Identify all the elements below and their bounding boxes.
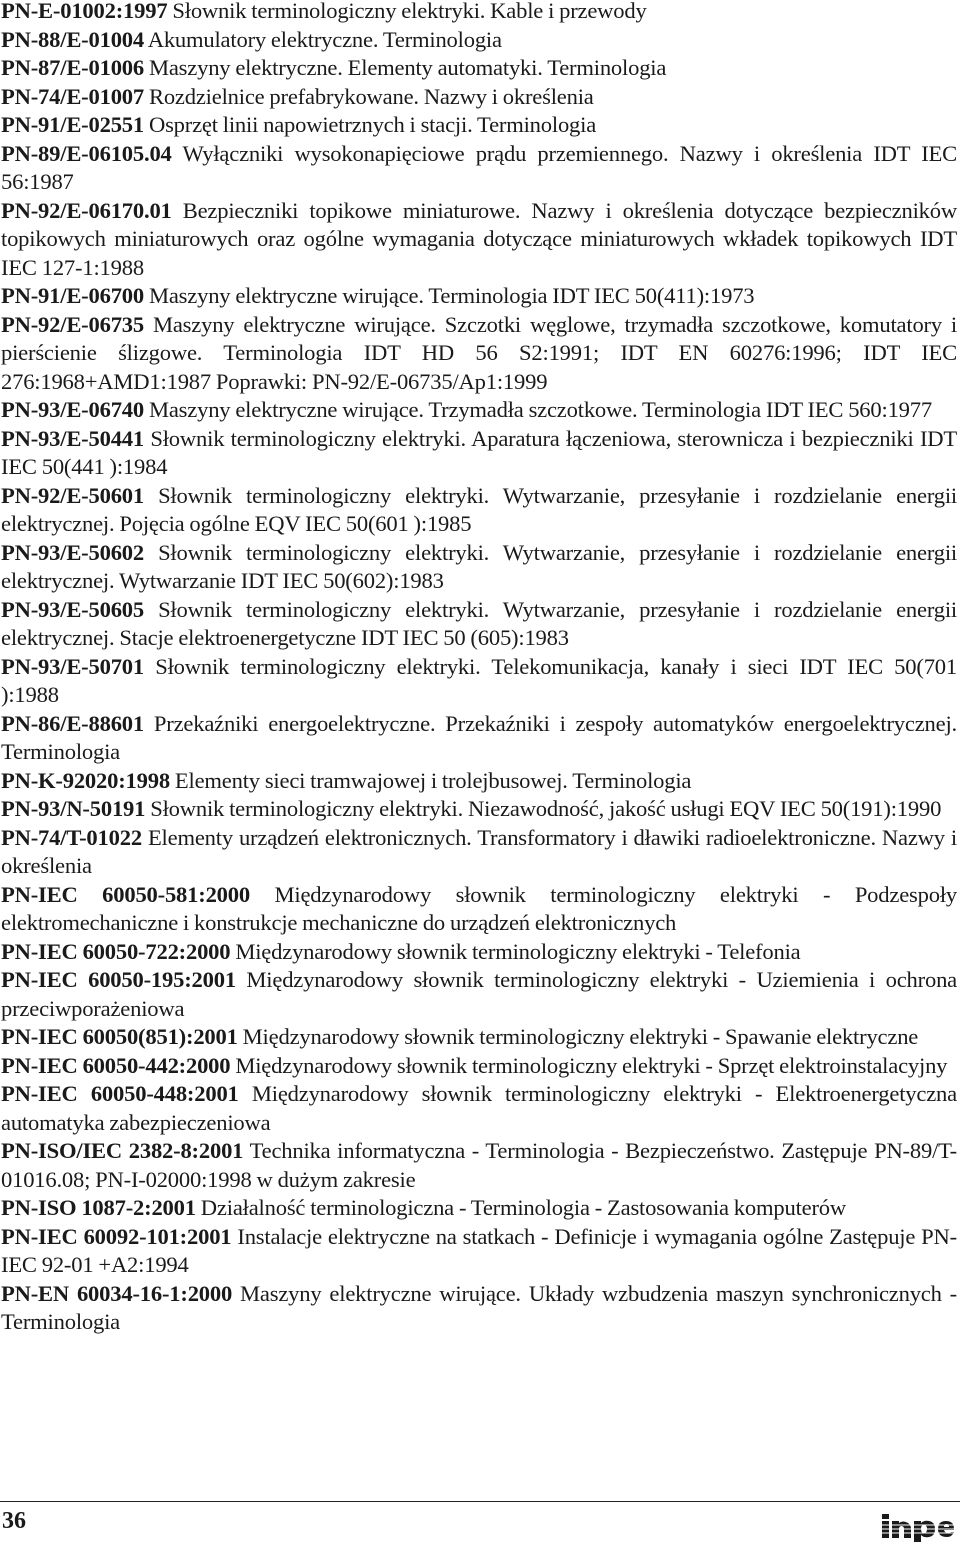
standard-title: Słownik terminologiczny elektryki. Wytwarzanie, przesyłanie i rozdzielanie energii elektrycznej. Wytwarzanie IDT IEC 50(602):1983	[1, 539, 957, 593]
standard-code: PN-IEC 60050(851):2001	[1, 1024, 238, 1049]
standard-code: PN-93/N-50191	[1, 796, 146, 821]
standard-code: PN-IEC 60050-442:2000	[1, 1052, 231, 1078]
standard-entry	[1, 1137, 957, 1194]
standard-code: PN-87/E-01006	[1, 55, 144, 80]
standard-title: Maszyny elektryczne wirujące. Układy wzbudzenia maszyn synchronicznych - Terminologia	[1, 1280, 957, 1334]
standard-code: PN-IEC 60050-448:2001	[1, 1081, 239, 1106]
standard-code: PN-ISO/IEC 2382-8:2001	[1, 1138, 244, 1163]
standard-entry	[1, 282, 957, 311]
standard-entry	[1, 111, 957, 140]
standard-code: PN-IEC 60050-195:2001	[1, 967, 236, 992]
logo-text: inpe	[880, 1510, 882, 1511]
standard-entry	[1, 1223, 957, 1280]
standard-entry	[1, 1052, 957, 1081]
standard-title: Słownik terminologiczny elektryki. Niezawodność, jakość usługi EQV IEC 50(191):1990	[150, 796, 942, 821]
standard-code: PN-E-01002:1997	[1, 0, 168, 23]
standard-code: PN-74/E-01007	[1, 83, 144, 109]
standard-title: Działalność terminologiczna - Terminologia - Zastosowania komputerów	[200, 1195, 847, 1220]
standard-code: PN-88/E-01004	[1, 26, 144, 52]
standard-title: Słownik terminologiczny elektryki. Aparatura łączeniowa, sterownicza i bezpieczniki IDT IEC 50(441 ):1984	[1, 425, 957, 479]
standard-title: Maszyny elektryczne wirujące. Szczotki węglowe, trzymadła szczotkowe, komutatory i pierścienie ślizgowe. Terminologia IDT HD 56 S2:1991; IDT EN 60276:1996; IDT IEC 276:1968+AMD1:1987 Poprawki: PN-92/E-06735/Ap1:1999	[1, 311, 957, 394]
standard-code: PN-ISO 1087-2:2001	[1, 1195, 196, 1220]
standard-entry	[1, 710, 957, 767]
standard-entry	[1, 881, 957, 938]
standard-title: Przekaźniki energoelektryczne. Przekaźniki i zespoły automatyków energoelektrycznej. Terminologia	[1, 710, 957, 764]
standard-title: Technika informatyczna - Terminologia - Bezpieczeństwo. Zastępuje PN-89/T-01016.08; PN-I-02000:1998 w dużym zakresie	[1, 1138, 958, 1192]
standard-title: Elementy urządzeń elektronicznych. Transformatory i dławiki radioelektroniczne. Nazwy i określenia	[1, 824, 957, 878]
standard-title: Wyłączniki wysokonapięciowe prądu przemiennego. Nazwy i określenia IDT IEC 56:1987	[1, 140, 957, 194]
standard-code: PN-IEC 60050-722:2000	[1, 938, 231, 964]
standard-code: PN-92/E-06735	[1, 311, 144, 337]
standard-title: Rozdzielnice prefabrykowane. Nazwy i określenia	[148, 83, 594, 109]
standard-title: Osprzęt linii napowietrznych i stacji. Terminologia	[148, 112, 597, 137]
standard-code: PN-74/T-01022	[1, 824, 142, 850]
standard-title: Maszyny elektryczne wirujące. Trzymadła szczotkowe. Terminologia IDT IEC 560:1977	[148, 397, 932, 422]
standard-code: PN-93/E-50441	[1, 425, 144, 451]
standard-entry	[1, 311, 957, 397]
standard-entry	[1, 938, 957, 967]
standard-title: Słownik terminologiczny elektryki. Kable i przewody	[172, 0, 647, 23]
standard-code: PN-92/E-50601	[1, 482, 144, 508]
standard-code: PN-92/E-06170.01	[1, 197, 172, 223]
standard-code: PN-93/E-50605	[1, 596, 144, 622]
standard-entry	[1, 140, 957, 197]
standard-code: PN-EN 60034-16-1:2000	[1, 1280, 233, 1306]
standard-entry	[1, 1023, 957, 1052]
standard-title: Bezpieczniki topikowe miniaturowe. Nazwy i określenia dotyczące bezpieczników topikowych miniaturowych oraz ogólne wymagania dotyczące miniaturowych wkładek topikowych IDT IEC 127-1:1988	[1, 197, 957, 280]
standard-title: Międzynarodowy słownik terminologiczny elektryki - Sprzęt elektroinstalacyjny	[235, 1052, 948, 1078]
standard-title: Instalacje elektryczne na statkach - Definicje i wymagania ogólne Zastępuje PN-IEC 92-01 +A2:1994	[1, 1223, 957, 1277]
standard-title: Międzynarodowy słownik terminologiczny elektryki - Uziemienia i ochrona przeciwporażeniowa	[1, 967, 957, 1021]
standard-entry	[1, 482, 957, 539]
standard-title: Słownik terminologiczny elektryki. Wytwarzanie, przesyłanie i rozdzielanie energii elektrycznej. Pojęcia ogólne EQV IEC 50(601 ):1985	[1, 482, 957, 536]
footer-divider	[0, 1501, 960, 1502]
standard-entry	[1, 966, 957, 1023]
inpe-logo	[880, 1510, 956, 1542]
standard-entry	[1, 26, 957, 55]
standard-code: PN-93/E-50701	[1, 653, 144, 679]
standard-code: PN-93/E-06740	[1, 397, 144, 422]
standard-entry	[1, 396, 957, 425]
standards-list	[1, 0, 957, 1337]
standard-entry	[1, 54, 957, 83]
standard-title: Maszyny elektryczne. Elementy automatyki. Terminologia	[148, 55, 667, 80]
standard-entry	[1, 653, 957, 710]
standard-entry	[1, 1080, 957, 1137]
standard-title: Międzynarodowy słownik terminologiczny elektryki - Spawanie elektryczne	[242, 1024, 919, 1049]
standard-title: Akumulatory elektryczne. Terminologia	[147, 26, 502, 52]
standard-code: PN-IEC 60050-581:2000	[1, 881, 250, 907]
standard-code: PN-IEC 60092-101:2001	[1, 1223, 232, 1249]
standard-entry	[1, 767, 957, 796]
standard-title: Międzynarodowy słownik terminologiczny elektryki - Telefonia	[235, 938, 801, 964]
standard-title: Słownik terminologiczny elektryki. Wytwarzanie, przesyłanie i rozdzielanie energii elektrycznej. Stacje elektroenergetyczne IDT IEC 50 (605):1983	[1, 596, 957, 650]
standard-code: PN-93/E-50602	[1, 539, 144, 565]
standard-entry	[1, 596, 957, 653]
standard-entry	[1, 824, 957, 881]
standard-entry	[1, 539, 957, 596]
standard-title: Międzynarodowy słownik terminologiczny elektryki - Elektroenergetyczna automatyka zabezpieczeniowa	[1, 1081, 957, 1135]
standard-code: PN-91/E-02551	[1, 112, 144, 137]
standard-code: PN-89/E-06105.04	[1, 140, 172, 166]
page-number: 36	[2, 1508, 26, 1534]
standard-entry	[1, 795, 957, 824]
standard-entry	[1, 1194, 957, 1223]
standard-code: PN-86/E-88601	[1, 710, 144, 736]
standard-code: PN-91/E-06700	[1, 283, 144, 308]
standard-entry	[1, 83, 957, 112]
standard-entry	[1, 0, 957, 26]
standard-entry	[1, 425, 957, 482]
standard-title: Elementy sieci tramwajowej i trolejbusowej. Terminologia	[174, 767, 692, 793]
standard-title: Maszyny elektryczne wirujące. Terminologia IDT IEC 50(411):1973	[148, 283, 755, 308]
standard-code: PN-K-92020:1998	[1, 767, 170, 793]
standard-entry	[1, 1280, 957, 1337]
standard-title: Słownik terminologiczny elektryki. Telekomunikacja, kanały i sieci IDT IEC 50(701 ):1988	[1, 653, 957, 707]
standard-entry	[1, 197, 957, 283]
standard-title: Międzynarodowy słownik terminologiczny elektryki - Podzespoły elektromechaniczne i konstrukcje mechaniczne do urządzeń elektronicznych	[1, 881, 957, 935]
